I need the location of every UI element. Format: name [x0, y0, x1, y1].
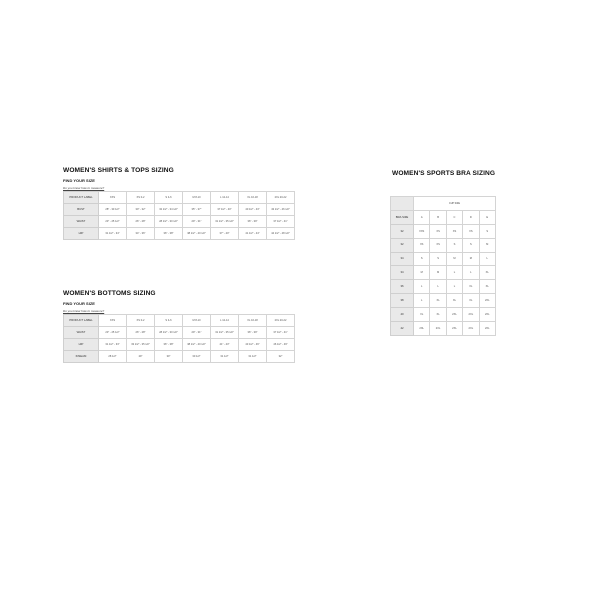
table-cell: 37 1/2" - 41": [267, 327, 295, 339]
shirts-find-size-label: FIND YOUR SIZE: [63, 178, 95, 183]
table-row: [64, 351, 295, 363]
table-cell: XL: [463, 294, 479, 308]
table-cell: XXS: [99, 315, 127, 327]
table-cell: S: [430, 252, 446, 266]
table-cell: XL: [463, 280, 479, 294]
table-cell: XS: [430, 238, 446, 252]
cup-letter: E: [479, 210, 495, 224]
bottoms-sizing-title: WOMEN'S BOTTOMS SIZING: [63, 290, 156, 297]
sports-bra-sizing-section: [390, 170, 496, 336]
row-label: HIP: [64, 228, 99, 240]
table-row: [391, 224, 496, 238]
table-cell: XS: [430, 224, 446, 238]
table-cell: 2XL: [446, 308, 462, 322]
table-cell: XXS: [99, 192, 127, 204]
table-row: [391, 238, 496, 252]
table-cell: 31 1/2" - 33": [99, 339, 127, 351]
table-cell: M: [446, 252, 462, 266]
cup-letter-row: [391, 210, 496, 224]
cup-size-header-row: [391, 197, 496, 211]
table-cell: 29" - 31": [183, 216, 211, 228]
table-cell: 28 1/2" - 30 1/2": [155, 327, 183, 339]
table-row: [64, 204, 295, 216]
table-cell: L: [430, 280, 446, 294]
cup-letter: D: [463, 210, 479, 224]
table-cell: L: [414, 280, 430, 294]
table-cell: L 12-14: [211, 192, 239, 204]
shirts-size-table: [63, 191, 295, 240]
table-cell: 28" - 30 1/2": [99, 204, 127, 216]
table-cell: XL: [479, 280, 495, 294]
bra-size-label: BRA SIZE: [391, 210, 414, 224]
table-cell: M: [430, 266, 446, 280]
table-cell: 40 1/2" - 43": [239, 204, 267, 216]
table-cell: 32 1/2" - 34 1/2": [155, 204, 183, 216]
table-cell: 38 1/2" - 40 1/2": [183, 339, 211, 351]
table-cell: XL: [430, 308, 446, 322]
table-cell: 2XL 20-22: [267, 192, 295, 204]
table-cell: 2XL: [463, 322, 479, 336]
band-size: 42: [391, 322, 414, 336]
table-cell: 31 1/2": [211, 351, 239, 363]
table-cell: 37" - 40": [211, 228, 239, 240]
bottoms-size-table: [63, 314, 295, 363]
table-cell: XS: [446, 224, 462, 238]
band-size: 32: [391, 238, 414, 252]
table-row: [64, 192, 295, 204]
table-cell: 36" - 38": [155, 228, 183, 240]
band-size: 34: [391, 266, 414, 280]
sports-bra-size-table: [390, 196, 496, 336]
table-cell: 36" - 38": [155, 339, 183, 351]
row-label: HIP: [64, 339, 99, 351]
table-cell: 41" - 43": [211, 339, 239, 351]
table-cell: S: [446, 238, 462, 252]
table-row: [64, 327, 295, 339]
table-cell: 44 1/2" - 48 1/2": [267, 228, 295, 240]
table-cell: 31 1/2" - 35 1/2": [211, 216, 239, 228]
table-cell: 23" - 25 1/2": [99, 327, 127, 339]
table-row: [391, 294, 496, 308]
band-size: 38: [391, 294, 414, 308]
band-size: 40: [391, 308, 414, 322]
table-cell: XS 0-2: [127, 192, 155, 204]
table-row: [391, 322, 496, 336]
bottoms-sizing-section: [63, 290, 295, 363]
table-cell: 2XL: [479, 322, 495, 336]
table-cell: M 8-10: [183, 192, 211, 204]
table-cell: 28 1/2" - 30 1/2": [155, 216, 183, 228]
table-cell: S 4-6: [155, 315, 183, 327]
row-label: PRODUCT LABEL: [64, 192, 99, 204]
shirts-sizing-section: [63, 167, 295, 240]
table-row: [64, 339, 295, 351]
table-cell: S 4-6: [155, 192, 183, 204]
table-cell: 36" - 39": [239, 216, 267, 228]
row-label: WAIST: [64, 216, 99, 228]
table-cell: XS: [463, 224, 479, 238]
table-cell: 23" - 25 1/2": [99, 216, 127, 228]
table-cell: 31 1/2" - 34": [99, 228, 127, 240]
table-cell: 2XL: [463, 308, 479, 322]
table-cell: L: [479, 252, 495, 266]
table-cell: L 12-14: [211, 315, 239, 327]
table-cell: M: [463, 252, 479, 266]
table-cell: 2XL: [446, 322, 462, 336]
table-cell: 28 1/2": [99, 351, 127, 363]
table-cell: XS: [414, 238, 430, 252]
table-cell: XL: [430, 294, 446, 308]
table-cell: 43 1/2" - 46": [239, 339, 267, 351]
cup-letter: B: [430, 210, 446, 224]
table-cell: XL: [414, 308, 430, 322]
table-row: [64, 228, 295, 240]
table-cell: M: [479, 238, 495, 252]
table-cell: M 8-10: [183, 315, 211, 327]
table-cell: 37 1/2" - 40": [211, 204, 239, 216]
band-size: 36: [391, 280, 414, 294]
table-cell: 26" - 28": [127, 216, 155, 228]
table-cell: XS 0-2: [127, 315, 155, 327]
table-cell: 30" - 32": [127, 204, 155, 216]
bottoms-how-to-measure-link[interactable]: Do you know how to measure?: [63, 309, 105, 313]
table-cell: 32": [267, 351, 295, 363]
table-cell: 2XL: [479, 294, 495, 308]
band-size: 34: [391, 252, 414, 266]
table-cell: L: [414, 294, 430, 308]
table-cell: XL 16-18: [239, 192, 267, 204]
table-cell: S: [414, 252, 430, 266]
shirts-sizing-title: WOMEN'S SHIRTS & TOPS SIZING: [63, 167, 174, 174]
table-cell: L: [446, 280, 462, 294]
table-cell: 30": [155, 351, 183, 363]
bottoms-find-size-label: FIND YOUR SIZE: [63, 301, 95, 306]
shirts-how-to-measure-link[interactable]: Do you know how to measure?: [63, 186, 105, 190]
table-cell: M: [414, 266, 430, 280]
sports-bra-sizing-title: WOMEN'S SPORTS BRA SIZING: [392, 170, 496, 177]
table-cell: 34" - 36": [127, 228, 155, 240]
table-cell: 29": [127, 351, 155, 363]
table-row: [391, 266, 496, 280]
table-row: [391, 280, 496, 294]
table-cell: 30 1/2": [183, 351, 211, 363]
table-cell: 41 1/2" - 44": [239, 228, 267, 240]
row-label: BUST: [64, 204, 99, 216]
table-cell: 31 1/2": [239, 351, 267, 363]
table-cell: L: [446, 266, 462, 280]
cup-letter: C: [446, 210, 462, 224]
table-cell: 43 1/2" - 46 1/2": [267, 204, 295, 216]
table-cell: 31 1/2" - 35 1/2": [211, 327, 239, 339]
table-cell: S: [479, 224, 495, 238]
table-cell: 29" - 31": [183, 327, 211, 339]
table-cell: XL: [446, 294, 462, 308]
table-row: [391, 308, 496, 322]
table-row: [391, 252, 496, 266]
table-corner: [391, 197, 414, 211]
table-cell: XL 16-18: [239, 315, 267, 327]
table-cell: 26" - 28": [127, 327, 155, 339]
table-cell: 38 1/2" - 40 1/2": [183, 228, 211, 240]
band-size: 32: [391, 224, 414, 238]
cup-letter: A: [414, 210, 430, 224]
table-cell: 2XL: [479, 308, 495, 322]
table-row: [64, 315, 295, 327]
table-cell: 2XL 20-22: [267, 315, 295, 327]
table-cell: S: [463, 238, 479, 252]
table-cell: 37 1/2" - 41": [267, 216, 295, 228]
table-cell: 35" - 37": [183, 204, 211, 216]
table-cell: XXS: [414, 224, 430, 238]
table-cell: 46 1/2" - 49": [267, 339, 295, 351]
row-label: WAIST: [64, 327, 99, 339]
cup-size-header: CUP SIZE: [414, 197, 496, 211]
table-cell: 33 1/2" - 35 1/2": [127, 339, 155, 351]
row-label: PRODUCT LABEL: [64, 315, 99, 327]
table-cell: L: [463, 266, 479, 280]
table-cell: 36" - 39": [239, 327, 267, 339]
table-cell: 2XL: [414, 322, 430, 336]
table-cell: 2XL: [430, 322, 446, 336]
table-row: [64, 216, 295, 228]
row-label: INSEAM: [64, 351, 99, 363]
table-cell: XL: [479, 266, 495, 280]
